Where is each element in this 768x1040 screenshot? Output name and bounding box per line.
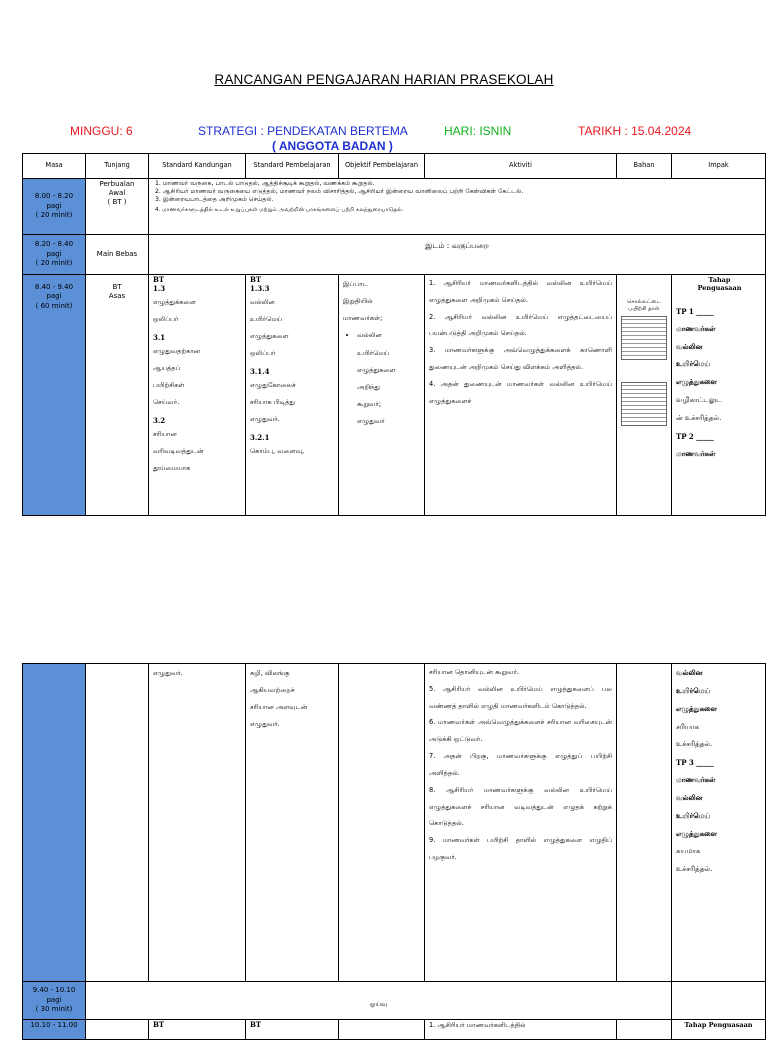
objektif-cell	[339, 1020, 425, 1040]
table-header-row	[23, 154, 766, 179]
bahan-cell	[617, 664, 672, 982]
aktiviti-cell	[425, 664, 617, 982]
minggu-label: MINGGU: 6	[70, 124, 133, 138]
list-item: 8. ஆசிரியர் மாணவர்களுக்கு வல்லின உயிர்மெய் எழுத்துகளைச் சரியான வடிவத்துடன் எழுதக் கற்றுக் கொடுத்தல்.	[429, 785, 612, 828]
bahan-cell	[617, 275, 672, 516]
list-item: 2. ஆசிரியர் மாணவர் வருகையை எடுத்தல், மாணவர் நலம் விசாரித்தல், ஆசிரியர் இன்றைய வானிலைப் பற்றி கேள்விகள் கேட்டல்.	[155, 187, 524, 195]
list-item: 9. மாணவர்கள் பயிற்சி தாளில் எழுத்துகளை எழுதிப் பழகுவர்.	[429, 836, 612, 861]
tunjang-cell: BT Asas	[86, 275, 149, 516]
list-item: 1. மாணவர் வருகை, பாடல் பாடுதல், ஆத்திச்சூடிக் கூறுதல், வணக்கம் கூறுதல்.	[155, 180, 375, 187]
standard-kandungan-cell: BT	[149, 1020, 246, 1040]
worksheet-thumbnail-icon	[621, 316, 667, 360]
col-standard-pembelajaran: Standard Pembelajaran	[246, 154, 339, 179]
table-row	[23, 982, 766, 1020]
impak-cell: Tahap Penguasaan	[672, 1020, 766, 1040]
masa-cell: 9.40 - 10.10 pagi ( 30 minit)	[23, 982, 86, 1020]
standard-pembelajaran-cell: சுழி, விலங்கு ஆகியவற்றைச் சரியான அளவுடன் எழுதுவர்.	[246, 664, 339, 982]
aktiviti-cell	[425, 275, 617, 516]
masa-cell	[23, 664, 86, 982]
list-item: சரியான தொனியுடன் கூறுவர்.	[429, 668, 520, 676]
table-row	[23, 275, 766, 516]
standard-kandungan-cell: BT 1.3 எழுத்துக்களை ஒலிப்பர் 3.1 எழுதுவதற்கான ஆயத்தப் பயிற்சிகள் செய்வர். 3.2 சரியான வரிவடிவத்துடன் தூய்மையாக	[149, 275, 246, 516]
list-item: 3. இன்றையபாடத்தை அறிமுகம் செய்தல்.	[155, 195, 274, 203]
masa-cell: 10.10 - 11.00	[23, 1020, 86, 1040]
table-row	[23, 1020, 766, 1040]
tunjang-cell: Main Bebas	[86, 235, 149, 275]
masa-cell: 8.40 - 9.40 pagi ( 60 minit)	[23, 275, 86, 516]
col-objektif: Objektif Pembelajaran	[339, 154, 425, 179]
bahan-label: சொல்லட்டை பயிற்சி தாள்	[627, 299, 661, 312]
table-row	[23, 179, 766, 235]
table-row	[23, 664, 766, 982]
tunjang-cell	[86, 1020, 149, 1040]
hari-label: HARI: ISNIN	[444, 124, 512, 138]
impak-cell: வல்லின உயிர்மெய் எழுத்துகளை சரியாக உச்சரித்தல். TP 3 _____ மாணவர்கள் வல்லின உயிர்மெய் எழுத்துகளை சுயமாக உச்சரித்தல்.	[672, 664, 766, 982]
objektif-list	[343, 327, 422, 430]
impak-cell	[672, 982, 766, 1020]
col-masa: Masa	[23, 154, 86, 179]
standard-kandungan-cell: எழுதுவர்.	[149, 664, 246, 982]
list-item: 7. அதன் பிறகு, மாணவர்களுக்கு எழுத்துப் பயிற்சி அளித்தல்.	[429, 752, 612, 777]
tema-label: ( ANGGOTA BADAN )	[272, 139, 393, 153]
masa-cell: 8.20 - 8.40 pagi ( 20 minit)	[23, 235, 86, 275]
standard-pembelajaran-cell: BT 1.3.3 வல்லின உயிர்மெய் எழுத்துகளை ஒலிப்பர் 3.1.4 எழுதுகோலைச் சரியாக பிடித்து எழுதுவர். 3.2.1 கொம்பு, வளைவு,	[246, 275, 339, 516]
list-item: • வல்லின உயிர்மெய் எழுத்துகளை அறிந்து கூறுவர்; எழுதுவர்	[357, 327, 422, 430]
objektif-cell	[339, 664, 425, 982]
table-row	[23, 235, 766, 275]
list-item: 1. ஆசிரியர் மாணவர்களிடத்தில் வல்லின உயிர்மெய் எழுத்துகளை அறிமுகம் செய்தல்.	[429, 279, 612, 304]
bahan-cell	[617, 1020, 672, 1040]
tempat-cell: இடம் : வகுப்பறை	[149, 235, 766, 275]
list-item: 3. மாணவர்களுக்கு அவ்வெழுத்துக்களைக் காணொளி துணையுடன் அறிமுகம் செய்து விளக்கம் அளித்தல்.	[429, 346, 612, 372]
col-bahan: Bahan	[617, 154, 672, 179]
lesson-table-page-2	[22, 663, 765, 1040]
standard-pembelajaran-cell: BT	[246, 1020, 339, 1040]
impak-cell: Tahap Penguasaan TP 1 _____ மாணவர்கள் வல்லின உயிர்மெய் எழுத்துகளை வழிகாட்டலுட ன் உச்சரித்தல். TP 2 _____ மாணவர்கள்	[672, 275, 766, 516]
worksheet-thumbnail-icon	[621, 382, 667, 426]
list-item: 2. ஆசிரியர் வல்லின உயிர்மெய் எழுத்தட்டையைப் பயன்படுத்தி அறிமுகம் செய்தல்.	[429, 312, 612, 338]
masa-cell: 8.00 - 8.20 pagi ( 20 minit)	[23, 179, 86, 235]
objektif-cell: இப்பாட இறுதியில் மாணவர்கள்; • வல்லின உயிர்மெய் எழுத்துகளை அறிந்து கூறுவர்; எழுதுவர்	[339, 275, 425, 516]
list-item: 6. மாணவர்கள் அவ்வெழுத்துக்களைச் சரியான வரிசையுடன் அடுக்கி ஒட்டுவர்.	[429, 718, 612, 744]
col-tunjang: Tunjang	[86, 154, 149, 179]
list-item: 5. ஆசிரியர் வல்லின உயிர்மெய் எழுத்துகளைப் பல வண்ணத் தாளில் எழுதி மாணவர்களிடம் கொடுத்தல்.	[429, 684, 612, 710]
tarikh-label: TARIKH : 15.04.2024	[578, 124, 692, 138]
lesson-table-page-1	[22, 153, 765, 516]
col-standard-kandungan: Standard Kandungan	[149, 154, 246, 179]
strategi-label: STRATEGI : PENDEKATAN BERTEMA	[198, 124, 408, 138]
list-item: 4. அதன் துணையுடன் மாணவர்கள் வல்லின உயிர்மெய் எழுத்துகளைச்	[429, 379, 612, 405]
aktiviti-cell: 1. ஆசிரியர் மாணவர்களிடத்தில்	[425, 1020, 617, 1040]
list-item: 4. மாணவர்களுடத்தில் உடல் உறுப்புகள் மற்றும் அவற்றின் பாகங்களைப் பற்றி கலந்துரையாடுதல்.	[155, 207, 404, 214]
rehat-cell: ஓய்வு	[86, 982, 672, 1020]
page-title: RANCANGAN PENGAJARAN HARIAN PRASEKOLAH	[214, 72, 554, 87]
tunjang-cell	[86, 664, 149, 982]
col-impak: Impak	[672, 154, 766, 179]
perbualan-awal-cell	[149, 179, 766, 235]
col-aktiviti: Aktiviti	[425, 154, 617, 179]
tunjang-cell: Perbualan Awal ( BT )	[86, 179, 149, 235]
